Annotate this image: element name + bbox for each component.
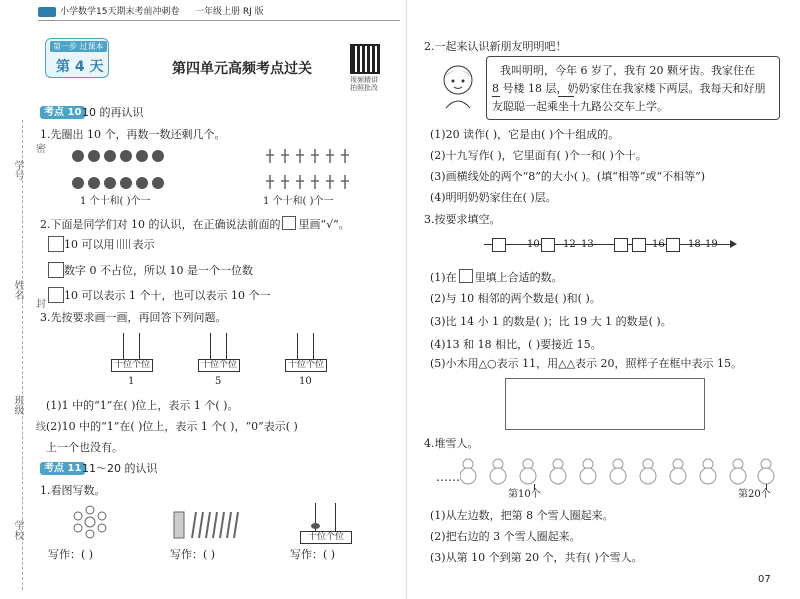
r-q3-inline-box xyxy=(459,269,473,283)
bundle-icon xyxy=(117,239,131,249)
r-q2-text: 2.一起来认识新朋友明明吧！ xyxy=(424,40,567,53)
q2-option-1 xyxy=(64,238,155,251)
q2-option-1-a: 10 可以用 xyxy=(64,238,115,251)
step-tag: 第一步 过课本 xyxy=(50,41,107,52)
avatar xyxy=(438,60,478,110)
abacus-2-rod-tens xyxy=(210,333,211,359)
q1-caption-1: 1 个十和( )个一 xyxy=(80,196,151,207)
snowman-1 xyxy=(460,459,476,484)
snowman-4 xyxy=(550,459,566,484)
snowman-7 xyxy=(640,459,656,484)
q2-text-end: 里画“√”。 xyxy=(298,218,350,231)
r-q2-3: (3)画横线处的两个“8”的大小( )。(填“相等”或“不相等”) xyxy=(430,170,705,183)
number-line-label-10: 10 xyxy=(527,239,540,250)
abacus-2-rod-ones xyxy=(226,333,227,359)
sidebar-field-class: 班级 xyxy=(12,395,23,415)
q2-check-2[interactable] xyxy=(48,262,64,278)
kp10-tag: 考点 10 xyxy=(40,106,85,119)
story-underline-1 xyxy=(492,96,500,97)
r-q3-2: (2)与 10 相邻的两个数是( )和( )。 xyxy=(430,292,601,305)
q2-text-main: 2.下面是同学们对 10 的认识，在正确说法前面的 xyxy=(40,218,281,231)
kp11-tag: 考点 11 xyxy=(40,462,85,475)
r-q2-1: (1)20 读作( )，它是由( )个十组成的。 xyxy=(430,128,620,141)
r-q4-text: 4.堆雪人。 xyxy=(424,437,479,450)
flower-pattern xyxy=(70,504,110,540)
mask-row-2 xyxy=(72,177,164,189)
q4-abacus-head: 十位个位 xyxy=(300,531,352,544)
abacus-3-rod-tens xyxy=(297,333,298,359)
r-q3-text: 3.按要求填空。 xyxy=(424,213,501,226)
number-line-label-13: 13 xyxy=(581,239,594,250)
r-q3-3: (3)比 14 小 1 的数是( )；比 19 大 1 的数是( )。 xyxy=(430,315,672,328)
story-line-2: 8 号楼 18 层，奶奶家住在我家楼下两层。我每天和好朋 xyxy=(492,82,766,95)
number-line-box-3[interactable] xyxy=(614,238,628,252)
page-number: 07 xyxy=(758,574,771,585)
q3-line-3: 上一个也没有。 xyxy=(46,441,123,454)
story-line-3: 友聪聪一起乘坐十九路公交车上学。 xyxy=(492,100,668,113)
series-title: 小学数学15天期末考前冲刺卷 xyxy=(60,7,180,17)
page-title: 第四单元高频考点过关 xyxy=(172,61,312,77)
snowman-5 xyxy=(580,459,596,484)
q2-inline-box xyxy=(282,216,296,230)
series-logo xyxy=(38,7,56,17)
r-q4-1: (1)从左边数，把第 8 个雪人圈起来。 xyxy=(430,509,614,522)
q4-write-1: 写作：( ) xyxy=(48,548,94,561)
qr-code xyxy=(350,44,380,74)
label-20th: 第20个 xyxy=(738,489,771,500)
page-divider xyxy=(406,0,407,599)
number-line-box-4[interactable] xyxy=(632,238,646,252)
q1-caption-2: 1 个十和( )个一 xyxy=(263,196,334,207)
people-figures xyxy=(262,147,372,195)
snowman-10 xyxy=(730,459,746,484)
q3-line-2: (2)10 中的“1”在( )位上，表示 1 个( )，“0”表示( ) xyxy=(46,420,298,433)
story-underline-2 xyxy=(558,96,574,97)
abacus-1 xyxy=(111,333,151,373)
q2-option-1-b: 表示 xyxy=(132,238,155,251)
snowman-9 xyxy=(700,459,716,484)
mask-figures xyxy=(70,147,172,195)
day-badge xyxy=(45,38,109,78)
qr-caption: 视频精讲 拍照批改 xyxy=(350,76,378,92)
r-q3-1-a: (1)在 xyxy=(430,271,457,284)
snowman-3 xyxy=(520,459,536,484)
sidebar-field-school: 学校 xyxy=(12,520,23,540)
kp10-title: 10 的再认识 xyxy=(82,106,144,119)
q2-option-3: 10 可以表示 1 个十，也可以表示 10 个一 xyxy=(64,289,271,302)
abacus-1-rod-ones xyxy=(139,333,140,359)
snowman-6 xyxy=(610,459,626,484)
q4-text: 1.看图写数。 xyxy=(40,484,106,497)
abacus-1-rod-tens xyxy=(123,333,124,359)
q4-write-2: 写作：( ) xyxy=(170,548,216,561)
header-rule xyxy=(38,20,400,21)
boy-icon xyxy=(438,60,478,110)
abacus-3-rod-ones xyxy=(313,333,314,359)
mask-row-1 xyxy=(72,150,164,162)
q4-abacus xyxy=(300,503,350,545)
r-q2-4: (4)明明奶奶家住在( )层。 xyxy=(430,191,557,204)
edition-label: 一年级上册 RJ 版 xyxy=(195,7,264,17)
q2-check-1[interactable] xyxy=(48,236,64,252)
snowman-row xyxy=(460,456,780,486)
number-line-label-12: 12 xyxy=(563,239,576,250)
abacus-3 xyxy=(285,333,325,373)
q1-text: 1.先圈出 10 个，再数一数还剩几个。 xyxy=(40,128,226,141)
label-10th: 第10个 xyxy=(508,489,541,500)
r-q3-4: (4)13 和 18 相比，( )要接近 15。 xyxy=(430,338,602,351)
sidebar-seal-1: 密 xyxy=(36,144,46,155)
snowman-8 xyxy=(670,459,686,484)
number-line-arrow xyxy=(730,240,737,248)
q4-abacus-rod-ones xyxy=(335,503,336,531)
abacus-2-head: 十位个位 xyxy=(198,359,240,372)
abacus-1-head: 十位个位 xyxy=(111,359,153,372)
number-line-label-18: 18 xyxy=(688,239,701,250)
sidebar-seal-3: 线 xyxy=(36,422,46,433)
r-q2-2: (2)十九写作( )，它里面有( )个一和( )个十。 xyxy=(430,149,647,162)
stick-bundle xyxy=(174,512,184,538)
abacus-1-label: 1 xyxy=(128,376,135,387)
q3-line-1: (1)1 中的“1”在( )位上，表示 1 个( )。 xyxy=(46,399,239,412)
abacus-2 xyxy=(198,333,238,373)
people-row-2 xyxy=(266,175,349,189)
q2-option-2: 数字 0 不占位，所以 10 是一个一位数 xyxy=(64,264,253,277)
abacus-2-label: 5 xyxy=(215,376,222,387)
abacus-3-label: 10 xyxy=(299,376,312,387)
snowman-2 xyxy=(490,459,506,484)
number-line-box-5[interactable] xyxy=(666,238,680,252)
people-row-1 xyxy=(266,149,349,163)
r-q4-2: (2)把右边的 3 个雪人圈起来。 xyxy=(430,530,581,543)
number-line-label-16: 16 xyxy=(652,239,665,250)
number-line-box-1[interactable] xyxy=(492,238,506,252)
sticks-pattern xyxy=(172,510,242,540)
r-q3-5: (5)小木用△○表示 11，用△△表示 20，照样子在框中表示 15。 xyxy=(430,357,743,370)
snowman-dots: …… xyxy=(436,470,460,484)
story-line-1: 我叫明明，今年 6 岁了，我有 20 颗牙齿。我家住在 xyxy=(500,64,755,77)
number-line-box-2[interactable] xyxy=(541,238,555,252)
kp11-title: 11～20 的认识 xyxy=(82,462,158,475)
q2-check-3[interactable] xyxy=(48,287,64,303)
r-q3-1 xyxy=(430,269,563,284)
sidebar-field-xuehao: 学号 xyxy=(12,160,23,180)
abacus-3-head: 十位个位 xyxy=(285,359,327,372)
sidebar-field-name: 姓名 xyxy=(12,280,23,300)
day-label: 第 4 天 xyxy=(56,59,104,75)
sidebar-seal-2: 封 xyxy=(36,299,46,310)
number-line-label-19: 19 xyxy=(705,239,718,250)
answer-frame[interactable] xyxy=(505,378,705,430)
q4-write-3: 写作：( ) xyxy=(290,548,336,561)
r-q4-3: (3)从第 10 个到第 20 个，共有( )个雪人。 xyxy=(430,551,643,564)
q2-text xyxy=(40,216,350,231)
snowman-11 xyxy=(758,459,774,484)
q4-abacus-bead xyxy=(311,523,320,529)
q3-text: 3.先按要求画一画，再回答下列问题。 xyxy=(40,311,227,324)
r-q3-1-b: 里填上合适的数。 xyxy=(474,271,563,284)
